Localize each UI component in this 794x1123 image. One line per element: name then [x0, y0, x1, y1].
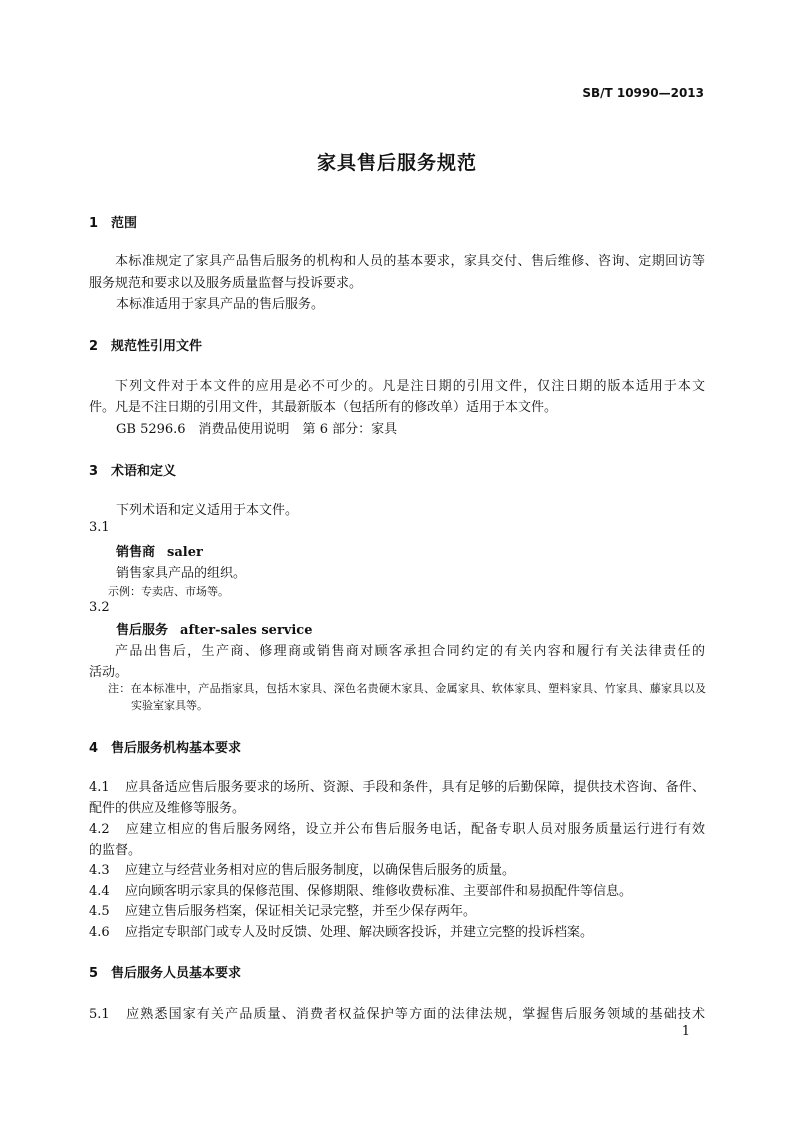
section-1-para-1-line-1: 本标准规定了家具产品售后服务的机构和人员的基本要求，家具交付、售后维修、咨询、定期回访等 [115, 254, 705, 269]
clause-4-4 [89, 880, 632, 899]
clause-number: 4.2 [89, 822, 110, 837]
term-en: after-sales service [180, 623, 313, 638]
section-number: 2 [89, 339, 99, 354]
clause-4-6 [89, 921, 593, 940]
clause-number: 4.4 [89, 884, 110, 899]
term-3-2-number: 3.2 [89, 600, 110, 615]
clause-number: 5.1 [89, 1007, 110, 1022]
section-title: 范围 [111, 216, 138, 231]
term-3-2-definition-line-1: 产品出售后，生产商、修理商或销售商对顾客承担合同约定的有关内容和履行有关法律责任的 [115, 644, 705, 659]
section-5-heading [89, 962, 241, 981]
clause-number: 4.6 [89, 925, 110, 940]
section-number: 3 [89, 464, 99, 479]
section-title: 售后服务机构基本要求 [111, 741, 242, 756]
clause-number: 4.5 [89, 904, 110, 919]
term-zh: 售后服务 [116, 623, 169, 638]
clause-text: 应向顾客明示家具的保修范围、保修期限、维修收费标准、主要部件和易损配件等信息。 [125, 884, 633, 899]
clause-4-2-line-2: 的监督。 [89, 843, 142, 858]
term-3-1-name [116, 541, 203, 560]
page-title: 家具售后服务规范 [316, 152, 477, 174]
clause-text: 应建立相应的售后服务网络，设立并公布售后服务电话，配备专职人员对服务质量运行进行有效 [125, 822, 705, 837]
term-3-2-note-line-2: 实验室家具等。 [131, 699, 208, 712]
clause-text: 应指定专职部门或专人及时反馈、处理、解决顾客投诉，并建立完整的投诉档案。 [125, 925, 594, 940]
section-1-heading [89, 212, 137, 231]
term-3-1-number: 3.1 [89, 520, 110, 535]
clause-text: 应建立与经营业务相对应的售后服务制度，以确保售后服务的质量。 [125, 863, 516, 878]
section-title: 售后服务人员基本要求 [111, 966, 242, 981]
section-number: 5 [89, 966, 99, 981]
section-1-para-2: 本标准适用于家具产品的售后服务。 [116, 297, 325, 312]
section-3-intro: 下列术语和定义适用于本文件。 [116, 503, 299, 518]
clause-text: 应具备适应售后服务要求的场所、资源、手段和条件，具有足够的后勤保障，提供技术咨询、备件、 [125, 780, 705, 795]
section-title: 规范性引用文件 [111, 339, 203, 354]
clause-5-1-line-1 [89, 1003, 705, 1022]
term-zh: 销售商 [116, 545, 156, 560]
section-number: 4 [89, 741, 99, 756]
clause-number: 4.3 [89, 863, 110, 878]
section-2-heading [89, 335, 202, 354]
term-3-2-note-line-1: 注：在本标准中，产品指家具，包括木家具、深色名贵硬木家具、金属家具、软体家具、塑料家具、竹家具、藤家具以及 [108, 682, 706, 695]
clause-4-1-line-2: 配件的供应及维修等服务。 [89, 801, 246, 816]
normative-reference: GB 5296.6 消费品使用说明 第 6 部分：家具 [116, 422, 398, 437]
clause-number: 4.1 [89, 780, 110, 795]
section-2-para-1-line-1: 下列文件对于本文件的应用是必不可少的。凡是注日期的引用文件，仅注日期的版本适用于本文 [115, 379, 705, 394]
section-3-heading [89, 460, 176, 479]
clause-4-1-line-1 [89, 776, 705, 795]
clause-4-3 [89, 859, 515, 878]
clause-4-5 [89, 900, 476, 919]
term-en: saler [167, 545, 203, 560]
section-2-para-1-line-2: 件。凡是不注日期的引用文件，其最新版本（包括所有的修改单）适用于本文件。 [89, 400, 558, 415]
term-3-2-name [116, 619, 312, 638]
section-number: 1 [89, 216, 99, 231]
clause-text: 应熟悉国家有关产品质量、消费者权益保护等方面的法律法规，掌握售后服务领域的基础技术 [125, 1007, 705, 1022]
term-3-2-definition-line-2: 活动。 [89, 665, 129, 680]
term-3-1-example: 示例：专卖店、市场等。 [108, 585, 229, 598]
clause-text: 应建立售后服务档案，保证相关记录完整，并至少保存两年。 [125, 904, 477, 919]
section-title: 术语和定义 [111, 464, 177, 479]
standard-code: SB/T 10990—2013 [582, 86, 704, 100]
section-4-heading [89, 737, 241, 756]
term-3-1-definition: 销售家具产品的组织。 [116, 566, 247, 581]
section-1-para-1-line-2: 服务规范和要求以及服务质量监督与投诉要求。 [89, 276, 363, 291]
page-number: 1 [681, 1024, 690, 1039]
clause-4-2-line-1 [89, 818, 705, 837]
